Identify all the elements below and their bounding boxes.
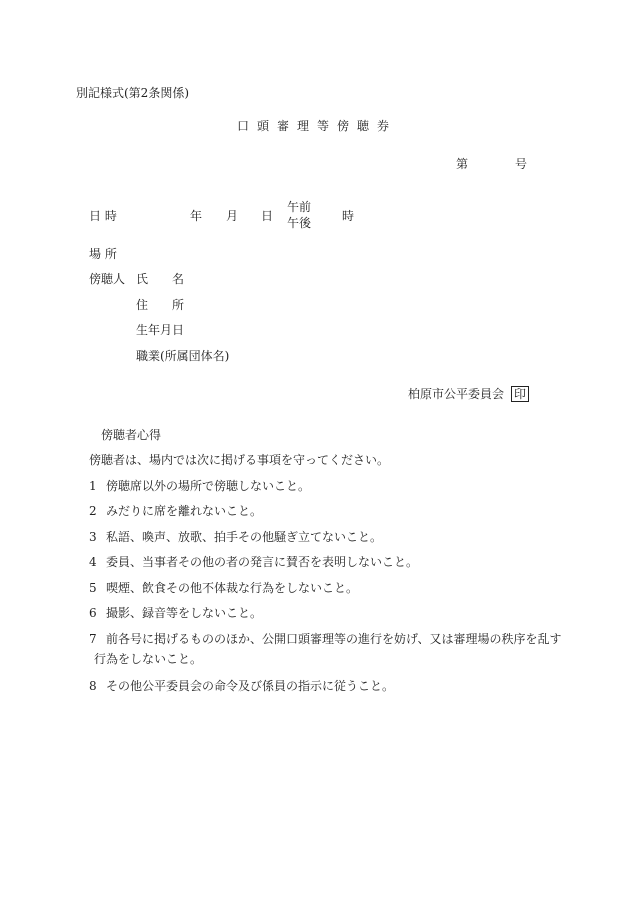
rule-item <box>89 606 262 620</box>
form-label: 別記様式(第2条関係) <box>76 86 189 100</box>
attendee-label: 傍聴人 <box>89 272 126 286</box>
rule-number: 5 <box>89 581 97 595</box>
birthdate-label: 生年月日 <box>136 323 185 337</box>
rule-item <box>89 555 418 569</box>
rule-number: 7 <box>89 632 97 646</box>
rule-text: 前各号に掲げるもののほか、公開口頭審理等の進行を妨げ、又は審理場の秩序を乱す <box>106 632 562 646</box>
place-label: 場 所 <box>89 247 117 261</box>
rule-text: 委員、当事者その他の者の発言に賛否を表明しないこと。 <box>106 555 419 569</box>
rule-number: 2 <box>89 504 97 518</box>
rule-text: 傍聴席以外の場所で傍聴しないこと。 <box>106 479 311 493</box>
rule-item <box>89 679 394 693</box>
day-label: 日 <box>261 209 274 223</box>
year-label: 年 <box>190 209 203 223</box>
issuer-name: 柏原市公平委員会 <box>408 387 505 401</box>
name-label: 氏 名 <box>136 272 185 286</box>
ticket-number-suffix: 号 <box>515 157 528 171</box>
rule-number: 6 <box>89 606 97 620</box>
rule-text-continued: 行為をしないこと。 <box>94 652 203 666</box>
rules-heading: 傍聴者心得 <box>101 428 162 442</box>
address-label: 住 所 <box>136 298 185 312</box>
rule-number: 4 <box>89 555 97 569</box>
page-title: 口頭審理等傍聴券 <box>237 119 398 133</box>
rule-text: 喫煙、飲食その他不体裁な行為をしないこと。 <box>106 581 359 595</box>
seal-mark: 印 <box>511 386 529 402</box>
rule-item <box>89 581 358 595</box>
rule-number: 1 <box>89 479 97 493</box>
rule-item <box>89 479 310 493</box>
rule-item <box>89 530 382 544</box>
rule-item <box>89 632 562 646</box>
rule-text: 私語、喚声、放歌、拍手その他騒ぎ立てないこと。 <box>106 530 383 544</box>
datetime-label: 日 時 <box>89 209 117 223</box>
rules-intro: 傍聴者は、場内では次に掲げる事項を守ってください。 <box>89 453 390 467</box>
ticket-number-prefix: 第 <box>456 157 469 171</box>
rule-number: 8 <box>89 679 97 693</box>
rule-text: 撮影、録音等をしないこと。 <box>106 606 263 620</box>
rule-text: その他公平委員会の命令及び係員の指示に従うこと。 <box>106 679 395 693</box>
month-label: 月 <box>226 209 239 223</box>
rule-item <box>89 504 262 518</box>
occupation-label: 職業(所属団体名) <box>136 349 230 363</box>
hour-label: 時 <box>342 209 355 223</box>
am-label: 午前 <box>287 200 312 214</box>
rule-text: みだりに席を離れないこと。 <box>106 504 263 518</box>
pm-label: 午後 <box>287 216 312 230</box>
rule-number: 3 <box>89 530 97 544</box>
